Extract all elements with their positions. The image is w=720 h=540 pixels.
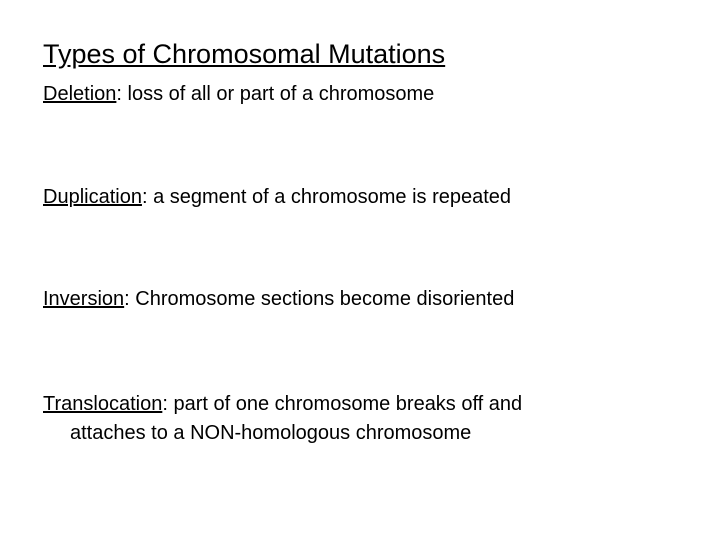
term-separator: : [124, 288, 130, 310]
mutation-term: Translocation [43, 393, 163, 415]
mutation-item-translocation [43, 390, 683, 448]
mutation-description-continuation: attaches to a NON-homologous chromosome [70, 422, 472, 444]
mutation-term: Inversion [43, 288, 125, 310]
slide-title: Types of Chromosomal Mutations [43, 39, 446, 69]
mutation-term: Deletion [43, 83, 117, 105]
mutation-item-inversion [43, 285, 683, 314]
mutation-item-deletion [43, 80, 683, 109]
mutation-item-duplication [43, 183, 683, 212]
mutation-description: Chromosome sections become disoriented [129, 288, 515, 310]
mutation-term: Duplication [43, 186, 142, 208]
term-separator: : [141, 186, 148, 208]
term-separator: : [116, 83, 122, 105]
mutation-description: loss of all or part of a chromosome [121, 83, 435, 105]
mutation-description: part of one chromosome breaks off and [167, 393, 523, 415]
term-separator: : [162, 393, 168, 415]
mutation-description: a segment of a chromosome is repeated [147, 186, 512, 208]
